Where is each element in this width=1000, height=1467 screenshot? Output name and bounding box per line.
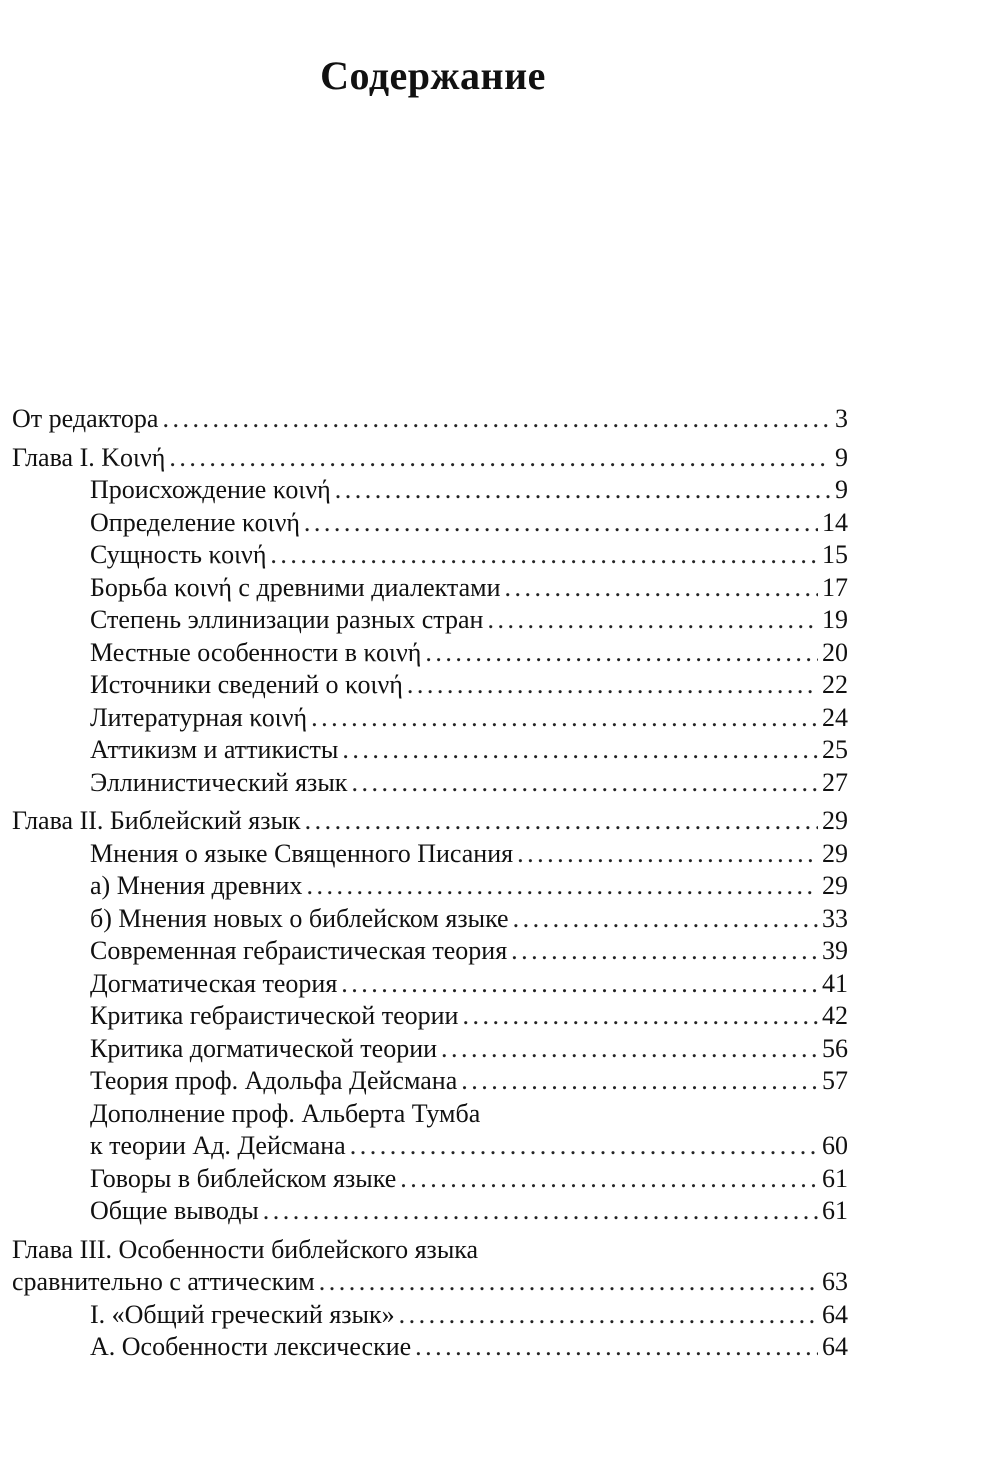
toc-page-number: 20 xyxy=(822,637,848,667)
toc-entry-label: Теория проф. Адольфа Дейсмана xyxy=(90,1066,458,1095)
toc-dot-leader xyxy=(415,1331,818,1364)
toc-entry-label: а) Мнения древних xyxy=(90,871,303,900)
toc-entry-label: Дополнение проф. Альберта Тумба xyxy=(90,1098,481,1128)
toc-entry-label: Общие выводы xyxy=(90,1196,259,1225)
toc-page-number: 41 xyxy=(822,968,848,998)
toc-section-entry xyxy=(12,702,848,735)
toc-entry-label: Глава II. Библейский язык xyxy=(12,806,301,835)
toc-page-number: 22 xyxy=(822,670,848,699)
toc-dot-leader xyxy=(335,474,831,507)
toc-section-entry xyxy=(12,637,848,670)
toc-entry-label: Современная гебраистическая теория xyxy=(90,936,508,965)
toc-section-entry xyxy=(12,1130,848,1163)
toc-entry-label: Мнения о языке Священного Писания xyxy=(90,838,514,868)
toc-section-entry xyxy=(12,1195,848,1228)
toc-entry-label: Литературная κοινή xyxy=(90,702,308,732)
toc-entry-label: к теории Ад. Дейсмана xyxy=(90,1131,346,1160)
toc-section-entry xyxy=(12,968,848,1001)
toc-page-number: 64 xyxy=(822,1299,848,1329)
toc-page-number: 3 xyxy=(835,404,848,433)
toc-dot-leader xyxy=(305,805,818,838)
toc-dot-leader xyxy=(304,507,818,540)
toc-entry-label: От редактора xyxy=(12,404,159,433)
toc-page-number: 29 xyxy=(822,871,848,900)
table-of-contents xyxy=(12,403,848,1364)
toc-section-entry xyxy=(12,935,848,968)
toc-page-number: 25 xyxy=(822,735,848,764)
toc-section-entry xyxy=(12,572,848,605)
toc-section-entry xyxy=(12,1098,848,1131)
toc-page-number: 61 xyxy=(822,1196,848,1225)
toc-dot-leader xyxy=(319,1266,818,1299)
toc-page-number: 60 xyxy=(822,1131,848,1160)
toc-entry-label: б) Мнения новых о библейском языке xyxy=(90,903,509,933)
toc-page-number: 57 xyxy=(822,1066,848,1095)
toc-dot-leader xyxy=(511,935,818,968)
toc-dot-leader xyxy=(162,403,831,436)
toc-page-number: 19 xyxy=(822,605,848,634)
toc-page-number: 29 xyxy=(822,806,848,835)
toc-chapter-entry xyxy=(12,403,848,436)
toc-dot-leader xyxy=(487,604,818,637)
toc-page-number: 39 xyxy=(822,936,848,965)
toc-dot-leader xyxy=(311,702,818,735)
toc-entry-label: I. «Общий греческий язык» xyxy=(90,1299,395,1329)
toc-page-number: 9 xyxy=(835,442,848,472)
toc-dot-leader xyxy=(399,1299,818,1332)
toc-section-entry xyxy=(12,870,848,903)
toc-section-entry xyxy=(12,1331,848,1364)
toc-entry-label: Борьба κοινή с древними диалектами xyxy=(90,572,501,602)
toc-section-entry xyxy=(12,1065,848,1098)
toc-section-entry xyxy=(12,539,848,572)
toc-entry-label: Местные особенности в κοινή xyxy=(90,637,422,667)
toc-entry-label: Определение κοινή xyxy=(90,507,300,537)
toc-page-number: 56 xyxy=(822,1033,848,1063)
toc-dot-leader xyxy=(263,1195,818,1228)
toc-page-number: 9 xyxy=(835,475,848,504)
toc-page-number: 42 xyxy=(822,1001,848,1030)
toc-entry-label: сравнительно с аттическим xyxy=(12,1267,315,1296)
toc-section-entry xyxy=(12,838,848,871)
toc-page-number: 63 xyxy=(822,1267,848,1296)
toc-entry-label: Говоры в библейском языке xyxy=(90,1163,397,1193)
toc-section-entry xyxy=(12,1163,848,1196)
toc-section-entry xyxy=(12,507,848,540)
toc-entry-label: Степень эллинизации разных стран xyxy=(90,605,484,634)
toc-page-number: 29 xyxy=(822,838,848,868)
toc-page-number: 27 xyxy=(822,767,848,797)
toc-entry-label: Критика догматической теории xyxy=(90,1033,438,1063)
toc-dot-leader xyxy=(341,968,818,1001)
toc-entry-label: Догматическая теория xyxy=(90,968,338,998)
toc-page-number: 15 xyxy=(822,540,848,569)
toc-page-number: 64 xyxy=(822,1332,848,1361)
toc-entry-label: Источники сведений о κοινή xyxy=(90,670,403,699)
toc-dot-leader xyxy=(169,442,831,475)
toc-dot-leader xyxy=(350,1130,818,1163)
toc-section-entry xyxy=(12,1033,848,1066)
toc-page-number: 14 xyxy=(822,507,848,537)
toc-entry-label: Глава I. Κοινή xyxy=(12,442,166,472)
toc-entry-label: Происхождение κοινή xyxy=(90,475,331,504)
toc-dot-leader xyxy=(407,669,818,702)
toc-dot-leader xyxy=(400,1163,818,1196)
toc-dot-leader xyxy=(351,767,818,800)
toc-page-number: 17 xyxy=(822,572,848,602)
toc-entry-label: Эллинистический язык xyxy=(90,767,348,797)
toc-section-entry xyxy=(12,669,848,702)
toc-page-number: 61 xyxy=(822,1163,848,1193)
toc-page-number: 33 xyxy=(822,903,848,933)
toc-section-entry xyxy=(12,1299,848,1332)
toc-dot-leader xyxy=(441,1033,818,1066)
toc-dot-leader xyxy=(517,838,818,871)
toc-chapter-entry xyxy=(12,805,848,838)
toc-section-entry xyxy=(12,1000,848,1033)
toc-entry-label: Критика гебраистической теории xyxy=(90,1001,459,1030)
toc-entry-label: Аттикизм и аттикисты xyxy=(90,735,339,764)
toc-chapter-entry xyxy=(12,1234,848,1267)
toc-dot-leader xyxy=(462,1000,818,1033)
toc-entry-label: Сущность κοινή xyxy=(90,540,267,569)
toc-section-entry xyxy=(12,903,848,936)
toc-page-number: 24 xyxy=(822,702,848,732)
toc-section-entry xyxy=(12,734,848,767)
toc-entry-label: Глава III. Особенности библейского языка xyxy=(12,1234,479,1264)
toc-dot-leader xyxy=(270,539,818,572)
toc-dot-leader xyxy=(461,1065,818,1098)
toc-entry-label: А. Особенности лексические xyxy=(90,1332,412,1361)
toc-section-entry xyxy=(12,767,848,800)
toc-dot-leader xyxy=(425,637,818,670)
toc-section-entry xyxy=(12,604,848,637)
toc-dot-leader xyxy=(342,734,818,767)
toc-dot-leader xyxy=(306,870,818,903)
toc-chapter-entry xyxy=(12,442,848,475)
page-title: Содержание xyxy=(320,53,546,98)
toc-dot-leader xyxy=(505,572,818,605)
toc-chapter-entry xyxy=(12,1266,848,1299)
toc-dot-leader xyxy=(513,903,818,936)
toc-section-entry xyxy=(12,474,848,507)
